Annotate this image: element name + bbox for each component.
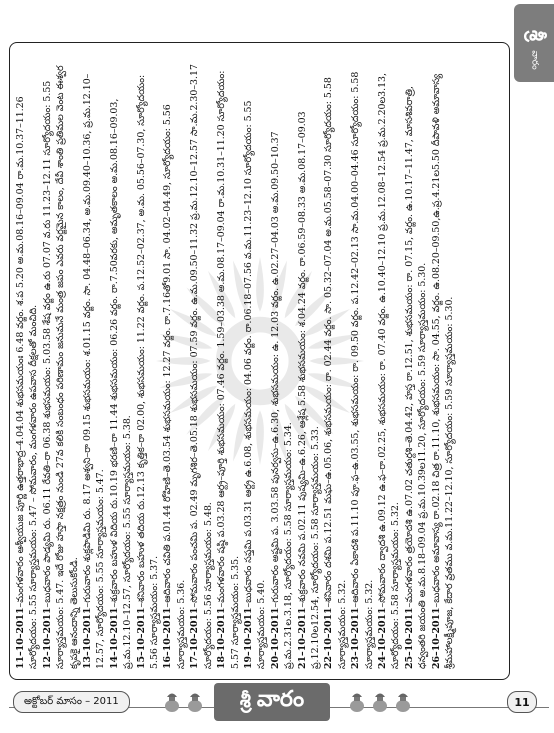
calendar-entry — [296, 53, 323, 669]
entry-text: –బుధవారం పాడ్యమి రు. 06.11 రేవతి–రా 06.38 శుభసమయం: 5.03.58 శేష వర్జం ఉ.రు 07.07 వ.రు 11.23–12.11 సూర్యోదయం: 5.55 సూర్యాస్తమయం: 5.47. ఇదే రోజు హస్తా నక్షత్రం నుండి 27వ కలికి సంబంధం పరిణామం జనుమనే మంత్ర జపం ఎవరు వర్జమైన కాలం, దేవీ శాంతి ప్రతిమల వెంట ఈశ్వర కృపకై ఆనందాన్ని తెలుసుకోండి. — [41, 65, 80, 669]
calendar-entry — [430, 53, 457, 669]
entry-text: –సోమవారం పంచమి ప. 02.49 మృగశిర–తె.05.18 శుభసమయం: 07.59 వర్జం. ఉ.మ.09.50–11.32 ప్ర.మ.12.10–12.57 సా.మ.2.30–3.17 సూర్యోదయం: 5.56 సూర్యాస్తమయం: 5.48. — [189, 64, 214, 669]
calendar-entry — [108, 53, 135, 669]
entry-text: –ఆదివారం చవితి ప.01.44 రోహిణి–తె.03.54 శుభసమయం: 12.27 వర్జం. రా.7.16తో9.01 సా. 04.02–04.49, సూర్యోదయం: 5.56 సూర్యాస్తమయం: 5.36. — [162, 104, 187, 669]
entry-text: –శుక్రవారం నవమి ప.02.11 పుష్యమి–ఉ.6.26, ఆశ్లేష 5.58 శుభసమయం: శ.04.24 వర్జం. రా.06.59–08.33 అ.మ.08.17–09.03 ప్ర.12.10ల12.54, సూర్యోదయం: 5.58 సూర్యాస్తమయం: 5.33. — [296, 111, 321, 669]
entry-text: –సోమవారం ద్వాదశి ఉ.09.12 ఉ.ఫ–రా.02.25, శుభసమయం: రా. 07.40 వర్జం. ఉ.10.40–12.10 ప్ర.మ.12.08–12.54 ప్ర.మ.2.20ల3.13, సూర్యోదయం: 5.58 సూర్యాస్తమయం: 5.32. — [376, 73, 402, 669]
entry-date: 23–10–2011 — [350, 607, 362, 669]
calendar-entry — [188, 53, 215, 669]
entry-date: 17–10–2011 — [189, 607, 201, 669]
entry-date: 13–10–2011 — [82, 607, 94, 669]
panchangam-entries — [10, 43, 509, 679]
calendar-entry — [242, 53, 269, 669]
entry-text: –మంగళవారం త్రయోదశి ఉ.07.02 చతుర్దశి–తె.04.42, హస్త రా.12.51, శుభసమయం: రా. 07.15, వర్జం. ఉ.10.17–11.47, మాసశివరాత్రి, ధన్వంతరి జయంతి అ.మ.8.18–09.04 ప్ర.మ.10.39ల11.20, సూర్యోదయం: 5.59 సూర్యాస్తమయం: 5.30. — [403, 86, 429, 669]
entry-text: –మంగళవారం ఆశ్వీయుజ పూర్ణి ఉత్తరాభాద్ర–4.04.04 శుభసమయంః 6.48 వర్జం. శ.ప 5.20 అ.మ.08.16–09.04 రా.మ.10.37–11.26 సూర్యోదయం: 5.55 సూర్యాస్తమయం: 5.47 – సోమవారం, మంగళవారం ఉపవాస దీక్షలతో మంచిది. — [15, 96, 40, 669]
entry-date: 12–10–2011 — [41, 607, 53, 669]
entry-date: 20–10–2011 — [269, 607, 281, 669]
calendar-entry — [269, 53, 296, 669]
entry-date: 15–10–2011 — [135, 607, 147, 669]
entry-date: 21–10–2011 — [296, 607, 308, 669]
entry-date: 22–10–2011 — [323, 607, 335, 669]
kalasham-icon — [164, 691, 180, 713]
entry-text: –గురువారం అష్టమి ప. 3.03.58 పునర్వసు–ఉ.6.30, శుభసమయం: ఉ. 12.03 వర్జం. ఉ.02.27–04.03 అ.మ.09.50–10.37 ప్ర.మ.2.31ల.3.18, సూర్యోదయం: 5.58 సూర్యాస్తమయం: 5.34. — [269, 131, 295, 669]
content-frame — [9, 42, 510, 680]
entry-text: –బుధవారం అమావాస్య రా.02.18 చిత్ర రా.11.10, శుభసమయం: సా. 04.55, వర్జం. ఉ.08.20–09.50,ఉ.ప్ర.4.21ల5.50 దీపావళి అమావాస్య శ్రీమహాలక్ష్మీపూజ, కేదార వ్రతము వ.మ.11.22–12.10, సూర్యోదయం: 5.59 సూర్యాస్తమయం: 5.30. — [430, 73, 455, 669]
masthead — [214, 683, 330, 721]
footer-month-label: అక్టోబర్ మాసం – 2011 — [13, 691, 130, 713]
page-number: 11 — [507, 691, 537, 713]
entry-date: 19–10–2011 — [242, 607, 254, 669]
entry-text: –గురువారం శుక్లపాడిమి రు. 8.17 అశ్వని–రా 09.15 శుభసమయం: శ.01.15 వర్జం. సా. 04.48–06.34, అ.మ.09.40–10.36, ప్ర.మ.12.10–12.57, సూర్యోదయం: 5.55 సూర్యాస్తమయం: 5.47. — [82, 73, 107, 669]
calendar-entry — [81, 53, 108, 669]
entry-text: –బుధవారం సప్తమి ప.03.31 ఆర్ద్ర ఉ.6.08, శుభసమయం: 04.06 వర్జం. రా.06.18–07.56 వ.మ.11.23–12.10 సూర్యోదయం: 5.55 సూర్యాస్తమయం: 5.40. — [242, 100, 268, 669]
entry-text: –శనివారం దశమి ప.12.51 మఘ–ఉ.05.06, శుభసమయం: రా. 02.44 వర్జం. సా. 05.32–07.04 అ.మ.05.58–07.30 సూర్యోదయం: 5.58 సూర్యాస్తమయం: 5.32. — [323, 77, 348, 669]
kalasham-icon — [372, 691, 388, 713]
masthead-logo: శ్రీ — [239, 687, 251, 712]
kalasham-icon — [187, 691, 203, 713]
kalasham-icon — [349, 691, 365, 713]
calendar-entry — [215, 53, 242, 669]
calendar-entry — [322, 53, 349, 669]
side-tab-logo: శ్రీ — [524, 29, 549, 41]
entry-date: 16–10–2011 — [162, 607, 174, 669]
entry-date: 24–10–2011 — [376, 607, 388, 669]
entry-text: –మంగళవారం షష్ఠి ప.03.28 ఆర్ద్ర–పూర్తి శుభసమయం: 07.46 వర్జం. 1.59–03.38 అ.మ.08.17–09.04 రా.మ.10.31–11.20 సూర్యోదయం: 5.57 సూర్యాస్తమయం: 5.35. — [216, 70, 241, 669]
entry-text: –ఆదివారం ఏకాదశి ప.11.10 పూ.ఫ–ఉ.03.55, శుభసమయం: రా. 09.50 వర్జం. ప.12.42–02.13 సా.మ.04.00–04.46 సూర్యోదయం: 5.58 సూర్యాస్తమయం: 5.32. — [350, 71, 375, 669]
entry-text: –శనివారం బహుళ తదియ రు.12.13 కృత్తిక–రా 02.00, శుభసమయం: 11.22 వర్జం. ప.12.52–02.37, అ.మ. 05.56–07.30, సూర్యోదయం: 5.56 సూర్యాస్తమయం: 5.37. — [135, 74, 161, 669]
calendar-entry — [135, 53, 162, 669]
masthead-name: వారం — [256, 687, 305, 712]
calendar-entry — [14, 53, 41, 669]
calendar-entry — [403, 53, 430, 669]
kalasham-icon — [395, 691, 411, 713]
entry-text: –శుక్రవారం బహుళ విదియ రు.10.19 భరణి–రా 11.44 శుభసమయం: 06.26 వర్జం. రా.7.50వరకు, అమృతకాలం అ.మ.08.16–09.03, ప్ర.మ.12.10–12.57, సూర్యోదయం: 5.55 సూర్యాస్తమయం: 5.38. — [108, 98, 134, 669]
entry-date: 25–10–2011 — [403, 607, 415, 669]
entry-date: 11–10–2011 — [15, 607, 26, 669]
calendar-entry — [349, 53, 376, 669]
calendar-entry — [376, 53, 403, 669]
entry-date: 26–10–2011 — [430, 607, 442, 669]
calendar-entry — [161, 53, 188, 669]
side-tab-name: వారం — [530, 49, 540, 70]
entry-date: 14–10–2011 — [108, 607, 120, 669]
side-tab — [514, 4, 554, 82]
entry-date: 18–10–2011 — [216, 607, 228, 669]
calendar-entry — [41, 53, 81, 669]
footer — [9, 683, 549, 725]
